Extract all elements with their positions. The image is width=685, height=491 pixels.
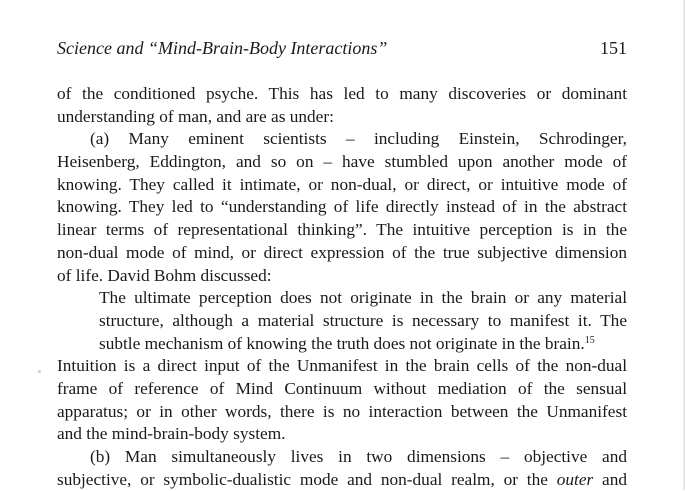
block-quote-line: The ultimate perception does not originate in the brain or any material [99,288,627,308]
block-quote-text: subtle mechanism of knowing the truth does not originate in the brain. [99,333,585,353]
text-line: Intuition is a direct input of the Unmanifest in the brain cells of the non-dual [57,356,627,376]
text-line [57,469,627,491]
text-segment: subjective, or symbolic-dualistic mode and non-dual realm, or the [57,469,557,489]
text-line: of the conditioned psyche. This has led to many discoveries or dominant [57,84,627,103]
text-line: of life. David Bohm discussed: [57,265,272,285]
body-text [57,83,627,491]
text-line: frame of reference of Mind Continuum without mediation of the sensual [57,378,627,398]
text-line: knowing. They led to “understanding of life directly instead of in the abstract [57,197,627,217]
text-line: understanding of man, and are as under: [57,106,334,126]
page-number: 151 [600,38,627,58]
running-header [57,36,627,60]
running-title: Science and “Mind-Brain-Body Interactions” [57,38,388,58]
text-line: and the mind-brain-body system. [57,424,286,444]
text-line: Heisenberg, Eddington, and so on – have stumbled upon another mode of [57,152,627,172]
paragraph-a-first-line: (a) Many eminent scientists – including Einstein, Schrodinger, [90,129,627,149]
block-quote-line: structure, although a material structure is necessary to manifest it. The [99,310,627,330]
text-line: knowing. They called it intimate, or non-dual, or direct, or intuitive mode of [57,174,627,194]
text-segment: and [593,469,627,489]
text-line: linear terms of representational thinking”. The intuitive perception is in the [57,220,627,240]
footnote-reference: 15 [584,334,595,346]
block-quote-line [57,333,627,356]
text-line: non-dual mode of mind, or direct expression of the true subjective dimension [57,242,627,262]
emphasis-outer: outer [556,469,594,489]
scan-speck [38,370,41,373]
paragraph-b-first-line: (b) Man simultaneously lives in two dimensions – objective and [90,447,627,466]
text-line: apparatus; or in other words, there is no interaction between the Unmanifest [57,401,627,421]
